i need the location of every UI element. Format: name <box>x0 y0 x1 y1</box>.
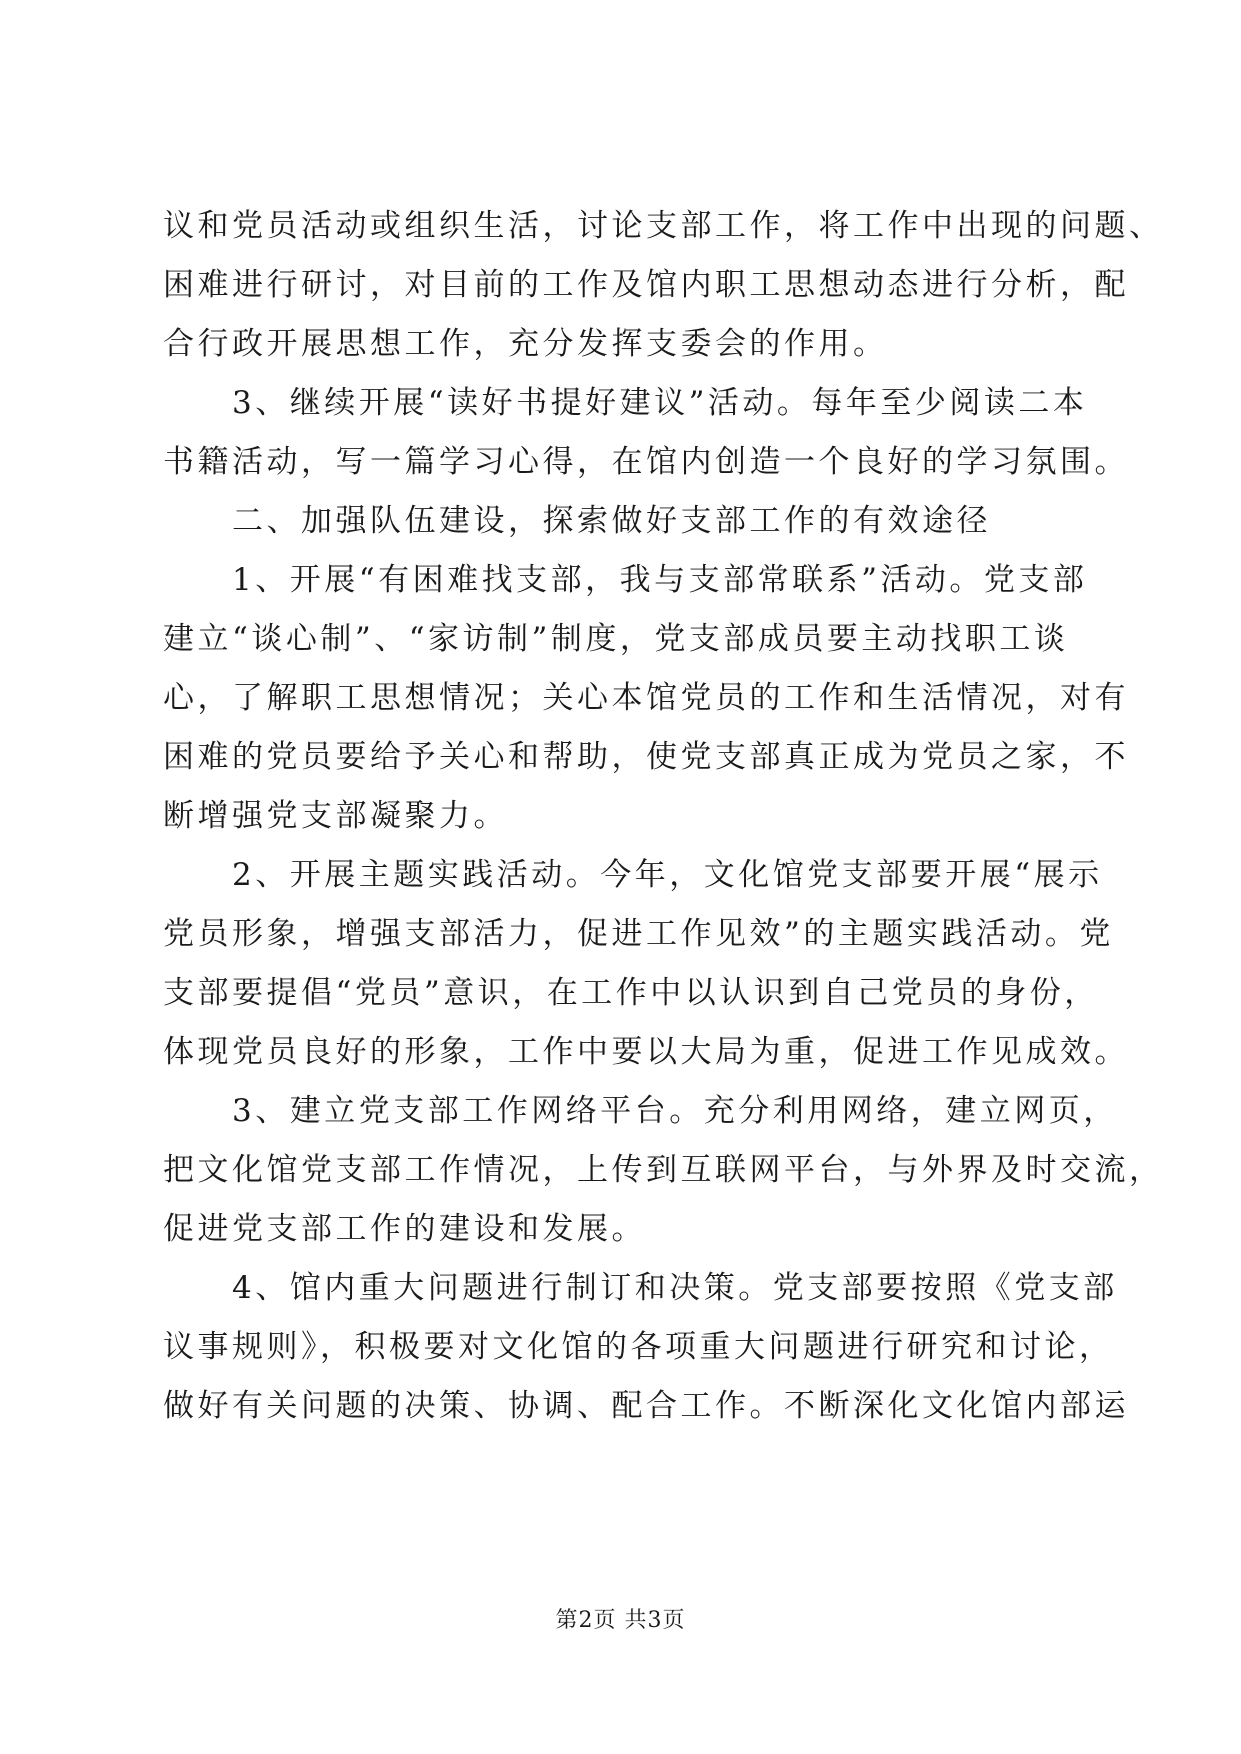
text-line: 心，了解职工思想情况；关心本馆党员的工作和生活情况，对有 <box>163 680 1129 716</box>
text-line: 支部要提倡“党员”意识，在工作中以认识到自己党员的身份， <box>163 975 1099 1011</box>
text-line: 体现党员良好的形象，工作中要以大局为重，促进工作见成效。 <box>163 1034 1129 1070</box>
text-line: 促进党支部工作的建设和发展。 <box>163 1211 646 1247</box>
text-line: 2、开展主题实践活动。今年，文化馆党支部要开展“展示 <box>163 857 1103 893</box>
document-body <box>163 197 1164 1436</box>
page-number: 第2页 共3页 <box>555 1608 686 1633</box>
text-line: 做好有关问题的决策、协调、配合工作。不断深化文化馆内部运 <box>163 1388 1129 1424</box>
text-line: 困难的党员要给予关心和帮助，使党支部真正成为党员之家，不 <box>163 739 1129 775</box>
text-line: 建立“谈心制”、“家访制”制度，党支部成员要主动找职工谈 <box>163 621 1069 657</box>
text-line: 4、馆内重大问题进行制订和决策。党支部要按照《党支部 <box>163 1270 1118 1306</box>
text-line: 1、开展“有困难找支部，我与支部常联系”活动。党支部 <box>163 562 1088 598</box>
text-line: 合行政开展思想工作，充分发挥支委会的作用。 <box>163 326 888 362</box>
text-line: 断增强党支部凝聚力。 <box>163 798 508 834</box>
page-footer <box>0 1603 1241 1634</box>
text-line: 困难进行研讨，对目前的工作及馆内职工思想动态进行分析，配 <box>163 267 1129 303</box>
text-line: 3、继续开展“读好书提好建议”活动。每年至少阅读二本 <box>163 385 1088 421</box>
text-line: 把文化馆党支部工作情况，上传到互联网平台，与外界及时交流， <box>163 1152 1164 1188</box>
text-line: 3、建立党支部工作网络平台。充分利用网络，建立网页， <box>163 1093 1118 1129</box>
section-heading: 二、加强队伍建设，探索做好支部工作的有效途径 <box>163 503 991 539</box>
text-line: 书籍活动，写一篇学习心得，在馆内创造一个良好的学习氛围。 <box>163 444 1129 480</box>
text-line: 议事规则》，积极要对文化馆的各项重大问题进行研究和讨论， <box>163 1329 1114 1365</box>
text-line: 党员形象，增强支部活力，促进工作见效”的主题实践活动。党 <box>163 916 1114 952</box>
text-line: 议和党员活动或组织生活，讨论支部工作，将工作中出现的问题、 <box>163 208 1164 244</box>
